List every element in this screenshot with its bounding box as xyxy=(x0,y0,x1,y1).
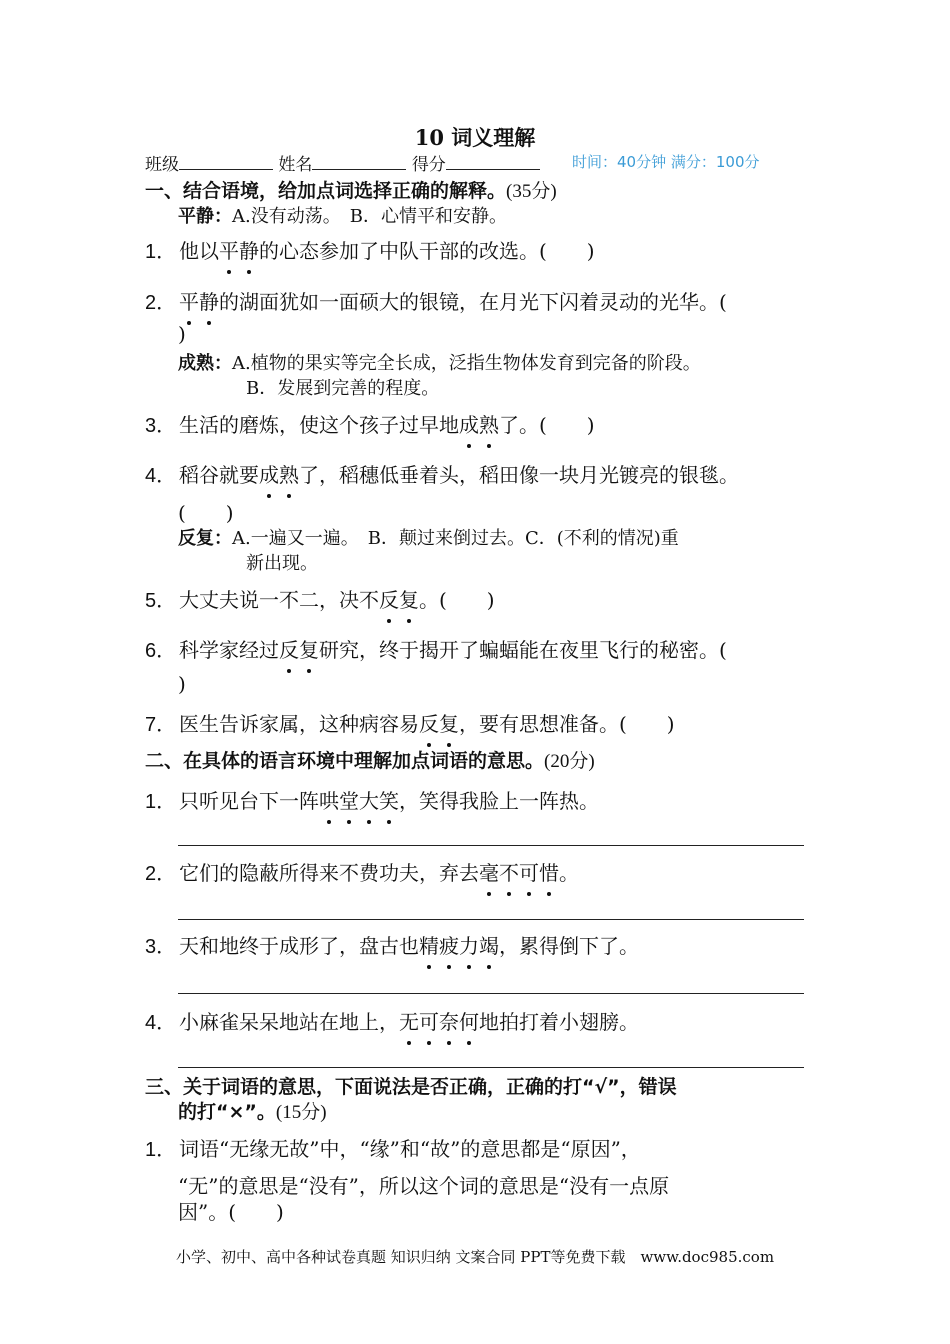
word-group-3 xyxy=(178,524,679,550)
dotted-char: 疲 xyxy=(439,930,459,959)
s1-question-1 xyxy=(145,235,595,264)
s1-question-4 xyxy=(145,459,739,488)
section-1-score: (35分) xyxy=(506,181,557,202)
question-text: 生活的磨炼，使这个孩子过早地 xyxy=(179,413,459,437)
word-group-3-options-cont: 新出现。 xyxy=(246,553,318,574)
section-3-heading-cont xyxy=(178,1097,327,1124)
question-text: 小麻雀呆呆地站在地上， xyxy=(179,1010,399,1034)
dotted-char: 大 xyxy=(359,785,379,814)
score-blank xyxy=(446,153,540,170)
s2-question-4 xyxy=(145,1006,639,1035)
dotted-char: 熟 xyxy=(279,459,299,488)
answer-line[interactable] xyxy=(178,845,804,846)
page-footer: 小学、初中、高中各种试卷真题 知识归纳 文案合同 PPT等免费下载 www.doc985.com xyxy=(175,1248,775,1266)
answer-line[interactable] xyxy=(178,919,804,920)
s2-question-2 xyxy=(145,857,579,886)
question-text: 稻谷就要 xyxy=(179,463,259,487)
word-group-1-word: 平静： xyxy=(178,206,232,227)
dotted-char: 惜 xyxy=(539,857,559,886)
question-number: 7． xyxy=(145,714,177,736)
question-number: 4． xyxy=(145,1012,177,1034)
word-group-2-options: A.植物的果实等完全长成，泛指生物体发育到完备的阶段。 xyxy=(232,353,701,374)
section-3-heading: 三、关于词语的意思，下面说法是否正确，正确的打“√”，错误 xyxy=(145,1076,677,1098)
dotted-char: 奈 xyxy=(439,1006,459,1035)
question-number: 6． xyxy=(145,640,177,662)
s3-question-1-line2: “无”的意思是“没有”，所以这个词的意思是“没有一点原 xyxy=(178,1174,670,1198)
s1-question-6-cont: ) xyxy=(178,672,186,696)
question-text: 研究，终于揭开了蝙蝠能在夜里飞行的秘密。( xyxy=(319,638,727,662)
question-number: 2． xyxy=(145,863,177,885)
question-text: ，累得倒下了。 xyxy=(499,934,639,958)
s1-question-3 xyxy=(145,409,595,438)
dotted-char: 力 xyxy=(459,930,479,959)
dotted-char: 成 xyxy=(459,409,479,438)
dotted-char: 静 xyxy=(199,286,219,315)
question-text: ，要有思想准备。( ) xyxy=(459,712,675,736)
s3-question-1 xyxy=(145,1133,641,1162)
question-text: 大丈夫说一不二，决不 xyxy=(179,588,379,612)
page-title: 10 词义理解 xyxy=(414,125,536,150)
answer-line[interactable] xyxy=(178,1067,804,1068)
question-text: 的湖面犹如一面硕大的银镜，在月光下闪着灵动的光华。( xyxy=(219,290,727,314)
word-group-2 xyxy=(178,349,701,375)
question-text: ，笑得我脸上一阵热。 xyxy=(399,789,599,813)
dotted-char: 平 xyxy=(219,235,239,264)
question-text: 了，稻穗低垂着头，稻田像一块月光镀亮的银毯。 xyxy=(299,463,739,487)
question-text: 地拍打着小翅膀。 xyxy=(479,1010,639,1034)
dotted-char: 复 xyxy=(299,634,319,663)
section-2-heading-text: 二、在具体的语言环境中理解加点词语的意思。 xyxy=(145,750,545,772)
time-score-meta: 时间：40分钟 满分：100分 xyxy=(572,153,760,171)
s1-question-7 xyxy=(145,708,675,737)
dotted-char: 可 xyxy=(519,857,539,886)
answer-line[interactable] xyxy=(178,993,804,994)
dotted-char: 平 xyxy=(179,286,199,315)
question-text: 的心态参加了中队干部的改选。( ) xyxy=(259,239,595,263)
question-text: 了。( ) xyxy=(499,413,595,437)
s1-question-4-cont: ( ) xyxy=(178,501,234,525)
question-number: 1． xyxy=(145,791,177,813)
dotted-char: 不 xyxy=(499,857,519,886)
dotted-char: 毫 xyxy=(479,857,499,886)
dotted-char: 哄 xyxy=(319,785,339,814)
dotted-char: 无 xyxy=(399,1006,419,1035)
dotted-char: 精 xyxy=(419,930,439,959)
question-text: 。 xyxy=(559,861,579,885)
s1-question-5 xyxy=(145,584,495,613)
dotted-char: 复 xyxy=(399,584,419,613)
s1-question-2 xyxy=(145,286,727,315)
section-1-heading xyxy=(145,176,557,203)
word-group-1 xyxy=(178,202,507,228)
section-1-heading-text: 一、结合语境，给加点词选择正确的解释。 xyxy=(145,180,507,202)
s1-question-2-cont: ) xyxy=(178,322,186,346)
dotted-char: 可 xyxy=(419,1006,439,1035)
dotted-char: 反 xyxy=(379,584,399,613)
s3-question-1-line3: 因”。( ) xyxy=(178,1200,284,1224)
word-group-1-options: A.没有动荡。 B．心情平和安静。 xyxy=(232,206,507,227)
dotted-char: 熟 xyxy=(479,409,499,438)
question-text: 只听见台下一阵 xyxy=(179,789,319,813)
dotted-char: 成 xyxy=(259,459,279,488)
question-text: 他以 xyxy=(179,239,219,263)
word-group-2-word: 成熟： xyxy=(178,353,232,374)
question-text: 科学家经过 xyxy=(179,638,279,662)
dotted-char: 笑 xyxy=(379,785,399,814)
question-number: 1． xyxy=(145,241,177,263)
section-2-heading xyxy=(145,746,595,773)
dotted-char: 竭 xyxy=(479,930,499,959)
dotted-char: 反 xyxy=(419,708,439,737)
word-group-3-word: 反复： xyxy=(178,528,232,549)
question-text: 它们的隐蔽所得来不费功夫，弃去 xyxy=(179,861,479,885)
section-3-heading-text: 的打“×”。 xyxy=(178,1101,276,1123)
s2-question-1 xyxy=(145,785,599,814)
dotted-char: 堂 xyxy=(339,785,359,814)
student-info-row xyxy=(145,150,540,175)
question-number: 5． xyxy=(145,590,177,612)
question-number: 2． xyxy=(145,292,177,314)
question-text: 医生告诉家属，这种病容易 xyxy=(179,712,419,736)
question-number: 3． xyxy=(145,415,177,437)
name-blank xyxy=(312,153,406,170)
word-group-2-options-cont: B．发展到完善的程度。 xyxy=(246,378,440,399)
question-text: 。( ) xyxy=(419,588,495,612)
class-blank xyxy=(179,153,273,170)
question-number: 4． xyxy=(145,465,177,487)
dotted-char: 复 xyxy=(439,708,459,737)
class-label: 班级 xyxy=(145,155,179,175)
s2-question-3 xyxy=(145,930,639,959)
question-number: 1． xyxy=(145,1139,177,1161)
section-3-score: (15分) xyxy=(275,1102,327,1123)
s1-question-6 xyxy=(145,634,727,663)
name-label: 姓名 xyxy=(278,155,313,175)
question-number: 3． xyxy=(145,936,177,958)
question-text: 天和地终于成形了，盘古也 xyxy=(179,934,419,958)
section-2-score: (20分) xyxy=(544,751,595,772)
word-group-3-options: A.一遍又一遍。 B．颠过来倒过去。C．(不利的情况)重 xyxy=(232,528,679,549)
dotted-char: 反 xyxy=(279,634,299,663)
question-text: 词语“无缘无故”中，“缘”和“故”的意思都是“原因”， xyxy=(179,1137,641,1161)
dotted-char: 静 xyxy=(239,235,259,264)
score-label: 得分 xyxy=(411,155,446,175)
dotted-char: 何 xyxy=(459,1006,479,1035)
